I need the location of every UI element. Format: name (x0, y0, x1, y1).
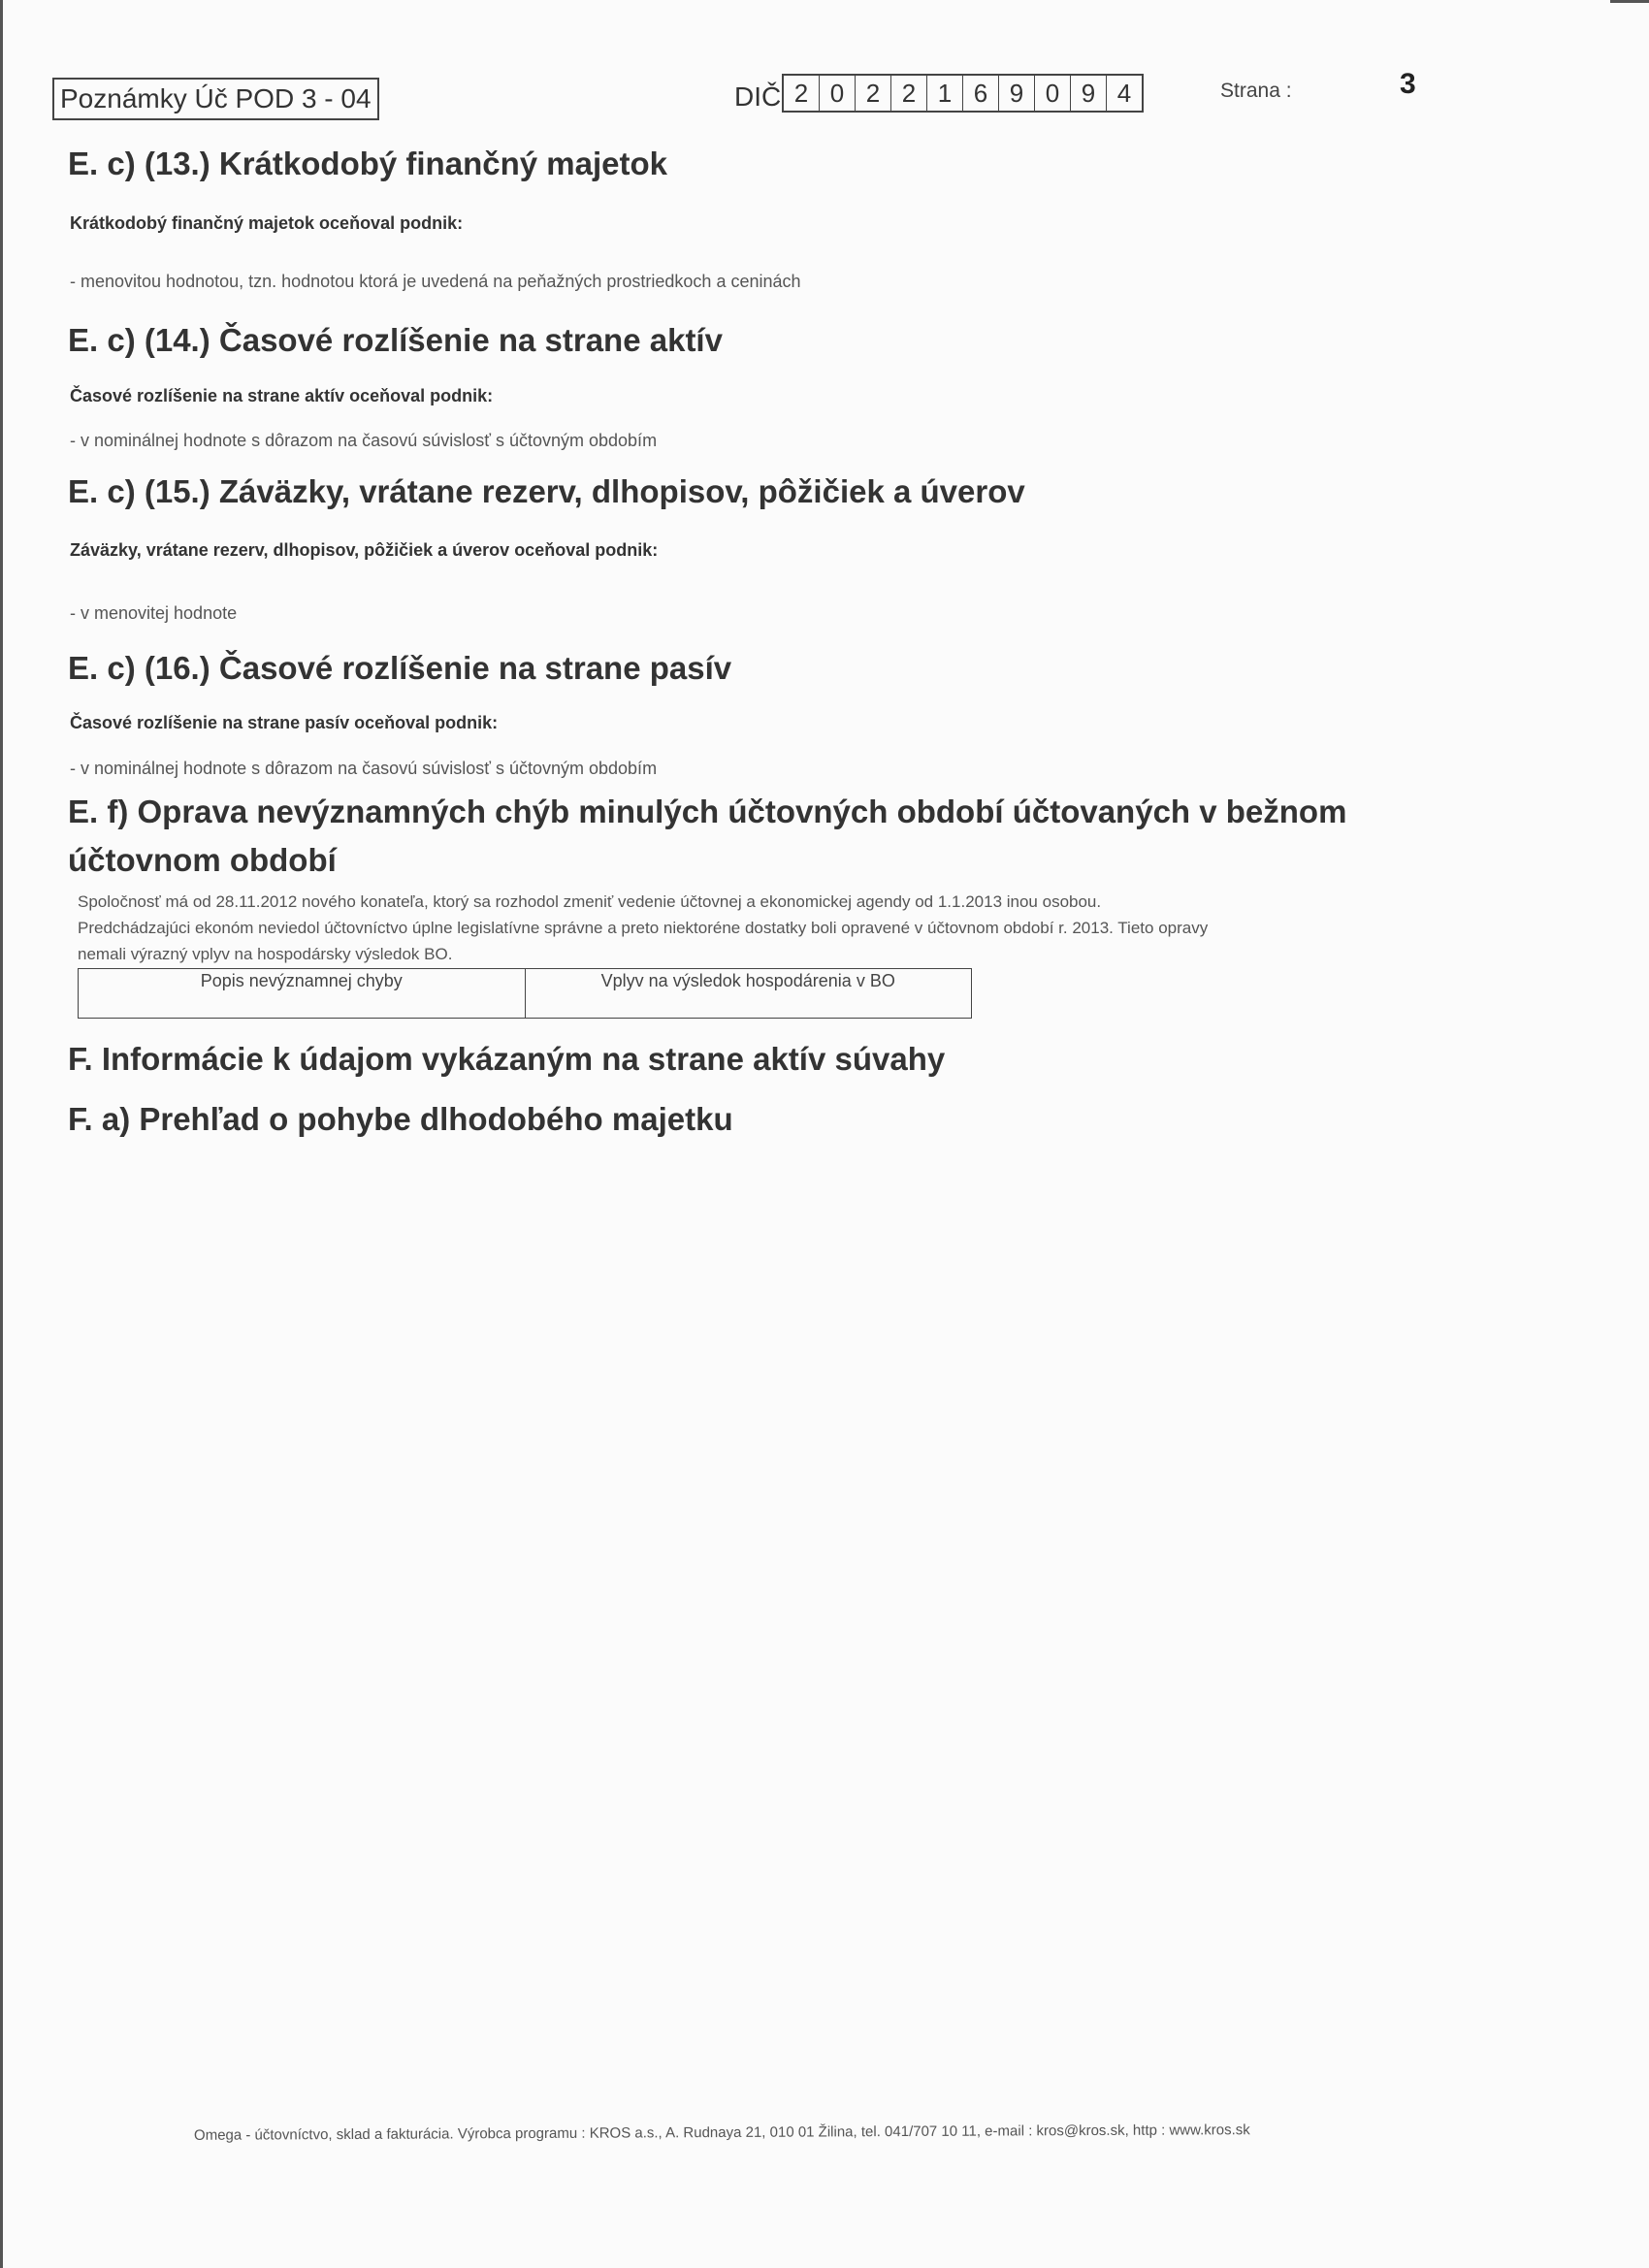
page-number: 3 (1400, 68, 1416, 100)
section-heading-fa: F. a) Prehľad o pohybe dlhodobého majetku (68, 1101, 733, 1137)
section-heading-13: E. c) (13.) Krátkodobý finančný majetok (68, 146, 667, 181)
section-heading-15: E. c) (15.) Záväzky, vrátane rezerv, dlhopisov, pôžičiek a úverov (68, 473, 1025, 509)
section-item-16: - v nominálnej hodnote s dôrazom na časovú súvislosť s účtovným obdobím (70, 759, 658, 778)
section-subtitle-15: Záväzky, vrátane rezerv, dlhopisov, pôžičiek a úverov oceňoval podnik: (70, 540, 659, 560)
scan-edge-top (1610, 0, 1649, 3)
section-heading-16: E. c) (16.) Časové rozlíšenie na strane pasív (68, 650, 732, 686)
dic-digit: 9 (1071, 76, 1107, 111)
section-subtitle-16: Časové rozlíšenie na strane pasív oceňoval podnik: (70, 713, 499, 732)
section-item-15: - v menovitej hodnote (70, 603, 238, 623)
error-table (78, 968, 972, 1019)
footer-text: Omega - účtovníctvo, sklad a fakturácia. Výrobca programu : KROS a.s., A. Rudnaya 21, 010 01 Žilina, tel. 041/707 10 11, e-mail : kros@kros.sk, http : www.kros.sk (193, 2122, 1250, 2144)
section-subtitle-14: Časové rozlíšenie na strane aktív oceňoval podnik: (70, 386, 494, 405)
paragraph-line: Predchádzajúci ekonóm neviedol účtovníctvo úplne legislatívne správne a preto niektoréne dostatky boli opravené v účtovnom období r. 2013. Tieto opravy (78, 919, 1209, 937)
scan-edge-left (0, 0, 3, 2268)
section-heading-ef-line1: E. f) Oprava nevýznamných chýb minulých účtovných období účtovaných v bežnom (68, 794, 1347, 829)
section-heading-14: E. c) (14.) Časové rozlíšenie na strane aktív (68, 322, 723, 358)
dic-digit: 9 (999, 76, 1035, 111)
dic-digit-boxes (782, 74, 1144, 113)
dic-digit: 4 (1116, 79, 1132, 108)
dic-digit: 2 (784, 76, 820, 111)
page-label: Strana : (1220, 80, 1292, 102)
error-table-header-impact: Vplyv na výsledok hospodárenia v BO (525, 969, 972, 1018)
paragraph-line: Spoločnosť má od 28.11.2012 nového konateľa, ktorý sa rozhodol zmeniť vedenie účtovnej a ekonomickej agendy od 1.1.2013 inou osobou. (78, 892, 1102, 911)
dic-label: DIČ (734, 81, 782, 112)
dic-digit: 0 (820, 76, 856, 111)
dic-digit: 0 (1035, 76, 1071, 111)
form-code-box: Poznámky Úč POD 3 - 04 (52, 78, 379, 120)
section-heading-f: F. Informácie k údajom vykázaným na strane aktív súvahy (68, 1041, 946, 1077)
paragraph-line: nemali výrazný vplyv na hospodársky výsledok BO. (78, 945, 453, 963)
section-item-14: - v nominálnej hodnote s dôrazom na časovú súvislosť s účtovným obdobím (70, 431, 658, 450)
section-item-13: - menovitou hodnotou, tzn. hodnotou ktorá je uvedená na peňažných prostriedkoch a ceninách (70, 272, 801, 291)
dic-digit: 2 (856, 76, 891, 111)
dic-digit: 6 (963, 76, 999, 111)
dic-digit: 1 (927, 76, 963, 111)
section-heading-ef-line2: účtovnom období (68, 842, 337, 878)
section-subtitle-13: Krátkodobý finančný majetok oceňoval podnik: (70, 213, 464, 233)
dic-digit: 2 (891, 76, 927, 111)
error-table-header-description: Popis nevýznamnej chyby (200, 971, 403, 990)
